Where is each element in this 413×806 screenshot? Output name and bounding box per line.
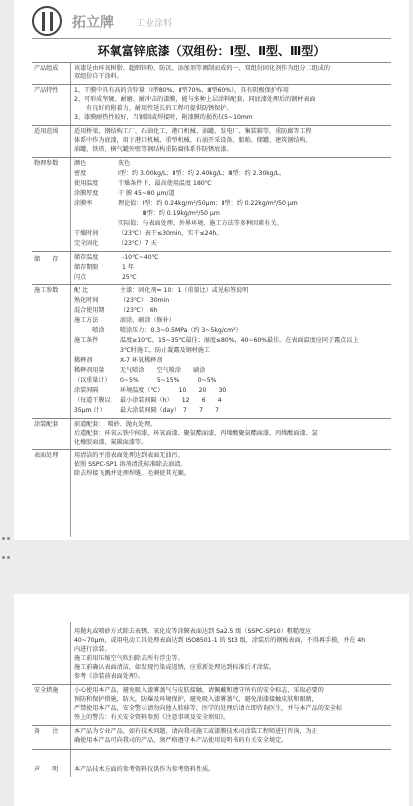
label-matching: 涂装配套 [34,421,59,428]
construction-value: 3℃时施工，防止凝露及钢材施工 [120,347,210,354]
storage-value: 25℃ [122,274,137,281]
label-features: 产品特性 [34,87,59,94]
construction-key: 喷涂 [74,327,105,334]
surface-cont-line-4: 施工前用压缩空气吹扫除去所有浮尘等。 [74,655,184,662]
surface-cont-line-6: 参考《涂装前表面处理》。 [74,673,145,680]
safety-line-4: 签上的警告：有关安全资料参照《注意事项及安全须知》。 [74,714,230,721]
construction-value: 0~5% 5~15% 0~5% [120,377,217,384]
features-line-1: 1、干膜中具有高的含锌量（Ⅰ型80%、Ⅱ型70%、Ⅲ型60%），具有阴极保护作用 [74,87,289,94]
row-divider [32,749,391,750]
table-column-divider [70,622,71,777]
label-composition: 产品组成 [34,65,59,72]
physical-value: （23℃）表干≤30min，实干≤24h。 [118,230,223,237]
usage-line-2: 体系中作为底漆，用于港口机械、重型机械、石油开采设备、船舶、储罐、建筑钢结构、 [74,137,312,144]
row-divider [32,725,391,726]
storage-key: 闪点 [74,274,87,281]
label-safety: 安全措施 [34,687,59,694]
storage-key: 储存期限 [74,264,99,271]
construction-value: 无气喷涂 空气喷涂 刷涂 [120,367,206,374]
construction-value: 最小涂装间隔（h） 12 6 4 [120,397,222,404]
surface-line-3: 除去焊接飞溅并处理焊缝，毛刺使其光顺。 [74,470,190,477]
construction-key: 稀释剂 [74,357,93,364]
physical-key: 涂膜厚度 [74,190,99,197]
physical-value: 干 膜 45~80 μm/道 [118,190,175,197]
construction-key: 施工方法 [74,317,99,324]
safety-line-2: 预防和保护措施，防火，防爆及环境保护，避免吸入漆雾蒸气，避免油漆接触皮肤和眼睛， [74,696,318,703]
row-divider [32,84,391,85]
surface-cont-line-1: 用抛丸或喷砂方式除去表锈、氧化皮等涂膜表面达到 Sa2.5 级（SSPC-SP10）粗糙度应 [74,628,312,635]
row-divider [32,157,391,158]
physical-key: 完全固化 [74,240,99,247]
storage-value: -10℃~40℃ [122,254,159,261]
remarks-line-2: 确使用本产品可向我司的产品，须严格遵守本产品使用说明书的有关安全规定。 [74,737,288,744]
row-divider [32,449,391,450]
physical-key: 密度 [74,170,87,177]
physical-key: 颜色 [74,160,87,167]
features-line-4: 3、漆膜耐热性较好，当钢制或焊接时，附漆膜的损伤仅5~10mm [74,114,253,121]
physical-key: 使用温度 [74,180,99,187]
matching-line-3: 化橡胶面漆、氟碳面漆等。 [74,439,148,446]
construction-value: （23℃） 6h [120,307,158,314]
document-title: 环氧富锌底漆（双组份：Ⅰ型、Ⅱ型、Ⅲ型） [97,44,326,58]
construction-value: 环境温度（℃） 10 20 30 [120,387,227,394]
physical-key: 干燥时间 [74,230,99,237]
construction-value: 主漆：固化剂= 10：1（重量比）或见标签说明 [120,287,249,294]
brand-name: 拓立牌 [72,15,114,31]
label-surface: 表面处理 [34,452,59,459]
document-page-1 [14,0,409,540]
label-statement: 声 明 [34,766,59,773]
construction-key: 稀释剂用量 [74,367,105,374]
label-construction: 施工参数 [34,287,59,294]
composition-line-2: 双组份自干涂料。 [74,73,123,80]
surface-cont-line-3: 内进行涂装。 [74,646,111,653]
brand-subtitle: 工业涂料 [136,19,173,29]
construction-key: 施工条件 [74,337,99,344]
dot [7,537,10,540]
construction-key: （每道干膜以 [74,397,111,404]
features-line-2: 2、可形成坚硬、耐磨、耐冲击的漆膜，能与多种上层涂料配套，同底漆处理后的钢材表面 [74,96,316,103]
physical-value: Ⅰ型：约 3.00kg/L；Ⅱ型：约 2.40kg/L；Ⅲ型：约 2.30kg/L。 [118,170,286,177]
dot [2,537,5,540]
physical-value: 干燥条件下，最高使用温度 180℃ [118,180,212,187]
document-page-2 [14,594,409,806]
physical-value: 灰色 [118,160,131,167]
storage-key: 储存温度 [74,254,99,261]
features-line-3: 有良好的附着力，耐用性延长的工程可提供防锈保护。 [74,105,233,112]
matching-line-1: 前道配套： 喷砂、抛丸处理。 [74,421,157,428]
usage-line-1: 适用桥梁、钢结构工厂、石油化工、港口机械、油罐、发电厂、集装箱等，重防腐等工程 [74,128,312,135]
surface-line-1: 用清洁的平滑表面处理达到表面无油污。 [74,452,184,459]
composition-line-1: 该漆是由环氧树脂、超细锌粉、防沉、添加剂等调制而成的一、双组份固化剂作为组分二组成的 [74,65,330,72]
physical-value: （23℃）7 天 [118,240,157,247]
row-divider [32,418,391,419]
table-top-border [32,62,391,63]
header-divider [32,38,391,39]
construction-value: X-7 环氧稀释剂 [120,357,163,364]
construction-value: 喷涂压力：0.3~0.5MPa（约 3~5kg/cm²） [120,327,242,334]
statement-text: 本产品技术方面的参考资料仅供作为参考资料性质。 [74,766,215,773]
construction-key: （以重量计） [74,377,111,384]
page-gap-handle[interactable] [1,526,11,564]
row-divider [32,125,391,126]
construction-value: 最大涂装间隔（day） 7 7 7 [120,407,220,414]
table-column-divider [70,62,71,537]
surface-line-2: 依照 SSPC-SP1 溶剂清洗标准除去油渍。 [74,461,187,468]
construction-value: 温度≥10℃，15~35℃最佳；湿度≤80%，40~60%最佳。在表面温度应同于露点以上 [120,337,359,344]
brand-logo [32,6,62,36]
row-divider [32,284,391,285]
physical-value: Ⅲ型：约 0.19kg/m²/50 μm [118,210,220,217]
physical-key: 涂膜率 [74,200,93,207]
construction-key: 35μm 计） [74,407,106,414]
surface-cont-line-2: 40~70μm，或用电动工具处理表面达到 ISO8501-1 的 St3 级，涂装后的钢板表面，不得再手摸，并在 4h [74,637,366,644]
construction-key: 熟化时间 [74,297,99,304]
surface-cont-line-5: 施工前确认表面清洁，如发现污染或返锈，应重新处理达到标准后才涂装。 [74,664,276,671]
safety-line-1: 小心使用本产品，避免吸入漆雾蒸气与皮肤接触，请佩戴和遵守所有的安全标志，采取必要的 [74,687,324,694]
row-divider [32,251,391,252]
construction-value: 滚涂、刷涂（修补） [120,317,175,324]
dot [7,556,10,559]
label-remarks: 备 注 [34,728,59,735]
label-usage: 适用范围 [34,128,59,135]
row-divider [32,684,391,685]
physical-value: 理论值：Ⅰ型：约 0.24kg/m²/50μm；Ⅱ型：约 0.22kg/m²/50 μm [118,200,298,207]
physical-value: 实际值：与表面处理、外界环境、施工方法等多种因素有关。 [118,220,283,227]
dot [2,556,5,559]
remarks-line-1: 本产品为专业产品，如有技术问题，请向我司施工或漆膜技术司涂装工程师进行咨询，为正 [74,728,318,735]
construction-key: 涂装间隔 [74,387,99,394]
usage-line-3: 油罐、铁塔、横气罐外壁等钢结构重防腐体系作防锈底漆。 [74,146,233,153]
safety-line-3: 严禁使用本产品，安全警示请勿向他人转移等，医学的处理后请立即咨询医生，并与本产品的安全标 [74,705,343,712]
label-physical: 物理参数 [34,160,59,167]
construction-key: 混合使用期 [74,307,105,314]
matching-line-2: 后道配套：环氧云铁中间漆、环氧面漆、聚氨酯面漆、丙烯酸聚氨酯面漆、丙烯酸面漆、氯 [74,430,318,437]
label-storage: 储 存 [34,256,59,263]
storage-value: 1 年 [122,264,134,271]
construction-value: （23℃） 30min [120,297,170,304]
construction-key: 配 比 [74,287,89,294]
